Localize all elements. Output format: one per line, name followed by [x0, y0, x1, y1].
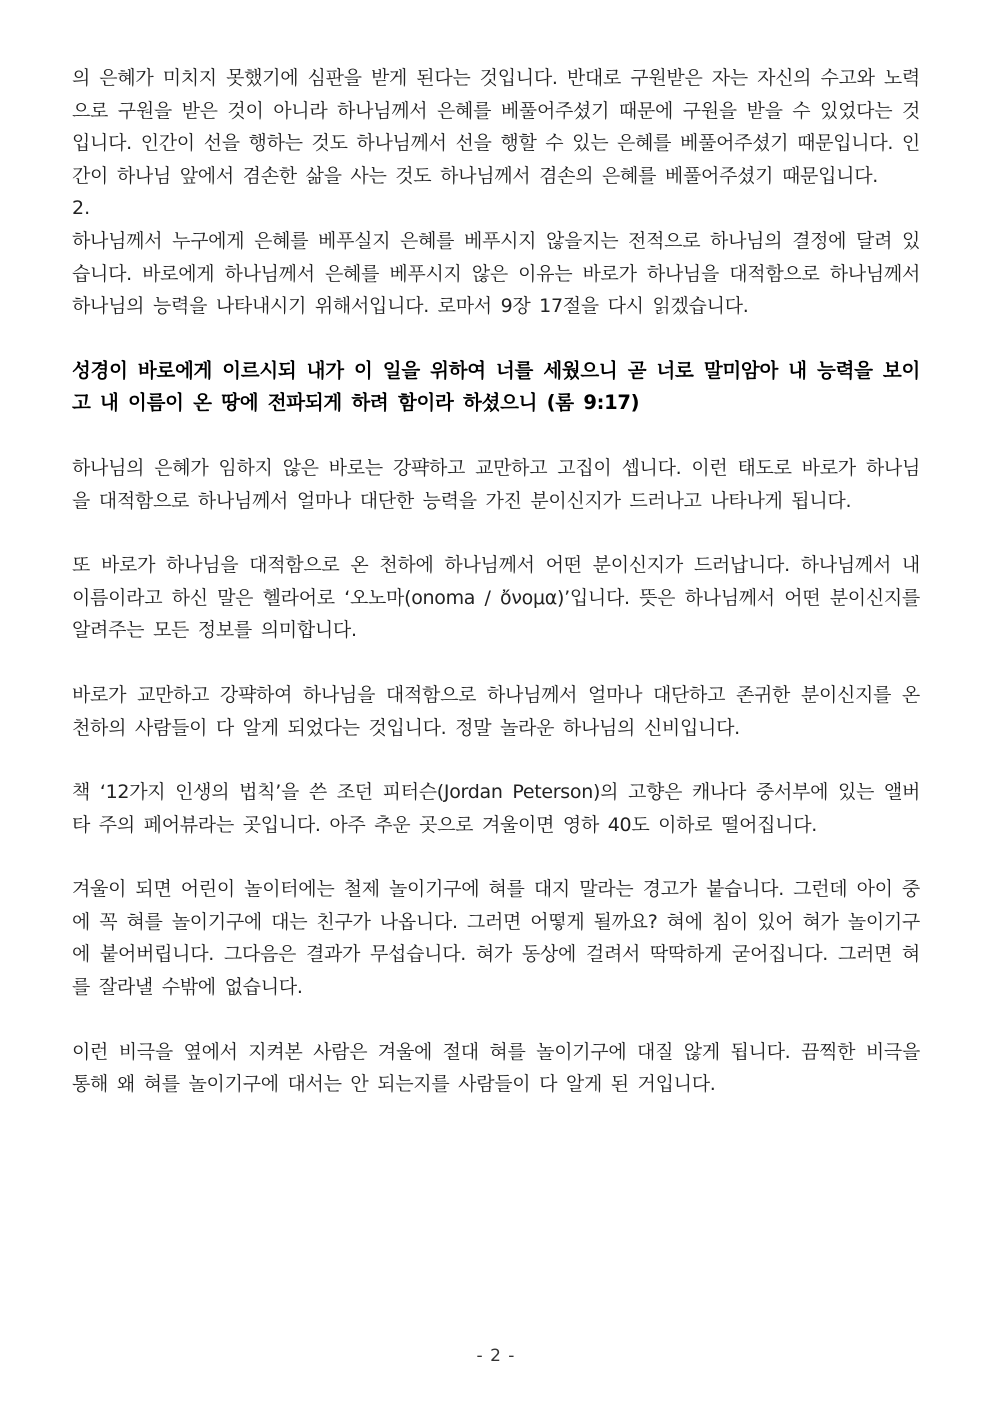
body-paragraph: 바로가 교만하고 강퍅하여 하나님을 대적함으로 하나님께서 얼마나 대단하고 존귀한 분이신지를 온 천하의 사람들이 다 알게 되었다는 것입니다. 정말 놀라운 하나님의 신비입니다.: [72, 683, 920, 739]
scripture-quote: 성경이 바로에게 이르시되 내가 이 일을 위하여 너를 세웠으니 곧 너로 말미암아 내 능력을 보이고 내 이름이 온 땅에 전파되게 하려 함이라 하셨으니 (롬 9:17): [72, 358, 920, 415]
page-number: - 2 -: [476, 1346, 516, 1366]
section-number: 2.: [72, 197, 91, 220]
document-page: [72, 62, 920, 1101]
body-paragraph: 겨울이 되면 어린이 놀이터에는 철제 놀이기구에 혀를 대지 말라는 경고가 붙습니다. 그런데 아이 중에 꼭 혀를 놀이기구에 대는 친구가 나옵니다. 그러면 어떻게 될까요? 혀에 침이 있어 혀가 놀이기구에 붙어버립니다. 그다음은 결과가 무섭습니다. 혀가 동상에 걸려서 딱딱하게 굳어집니다. 그러면 혀를 잘라낼 수밖에 없습니다.: [72, 878, 920, 999]
body-paragraph: 책 ‘12가지 인생의 법칙’을 쓴 조던 피터슨(Jordan Peterson)의 고향은 캐나다 중서부에 있는 앨버타 주의 페어뷰라는 곳입니다. 아주 추운 곳으로 겨울이면 영하 40도 이하로 떨어집니다.: [72, 781, 920, 836]
body-paragraph: 하나님께서 누구에게 은혜를 베푸실지 은혜를 베푸시지 않을지는 전적으로 하나님의 결정에 달려 있습니다. 바로에게 하나님께서 은혜를 베푸시지 않은 이유는 바로가 하나님을 대적함으로 하나님께서 하나님의 능력을 나타내시기 위해서입니다. 로마서 9장 17절을 다시 읽겠습니다.: [72, 229, 920, 318]
body-paragraph: 또 바로가 하나님을 대적함으로 온 천하에 하나님께서 어떤 분이신지가 드러납니다. 하나님께서 내 이름이라고 하신 말은 헬라어로 ‘오노마(onoma / ὄνομα)’입니다. 뜻은 하나님께서 어떤 분이신지를 알려주는 모든 정보를 의미합니다.: [72, 554, 920, 642]
body-paragraph: 의 은혜가 미치지 못했기에 심판을 받게 된다는 것입니다. 반대로 구원받은 자는 자신의 수고와 노력으로 구원을 받은 것이 아니라 하나님께서 은혜를 베풀어주셨기 때문에 구원을 받을 수 있었다는 것입니다. 인간이 선을 행하는 것도 하나님께서 선을 행할 수 있는 은혜를 베풀어주셨기 때문입니다. 인간이 하나님 앞에서 겸손한 삶을 사는 것도 하나님께서 겸손의 은혜를 베풀어주셨기 때문입니다.: [72, 67, 920, 187]
body-paragraph: 이런 비극을 옆에서 지켜본 사람은 겨울에 절대 혀를 놀이기구에 대질 않게 됩니다. 끔찍한 비극을 통해 왜 혀를 놀이기구에 대서는 안 되는지를 사람들이 다 알게 된 거입니다.: [72, 1040, 920, 1096]
body-paragraph: 하나님의 은혜가 임하지 않은 바로는 강퍅하고 교만하고 고집이 셉니다. 이런 태도로 바로가 하나님을 대적함으로 하나님께서 얼마나 대단한 능력을 가진 분이신지가 드러나고 나타나게 됩니다.: [72, 456, 920, 512]
